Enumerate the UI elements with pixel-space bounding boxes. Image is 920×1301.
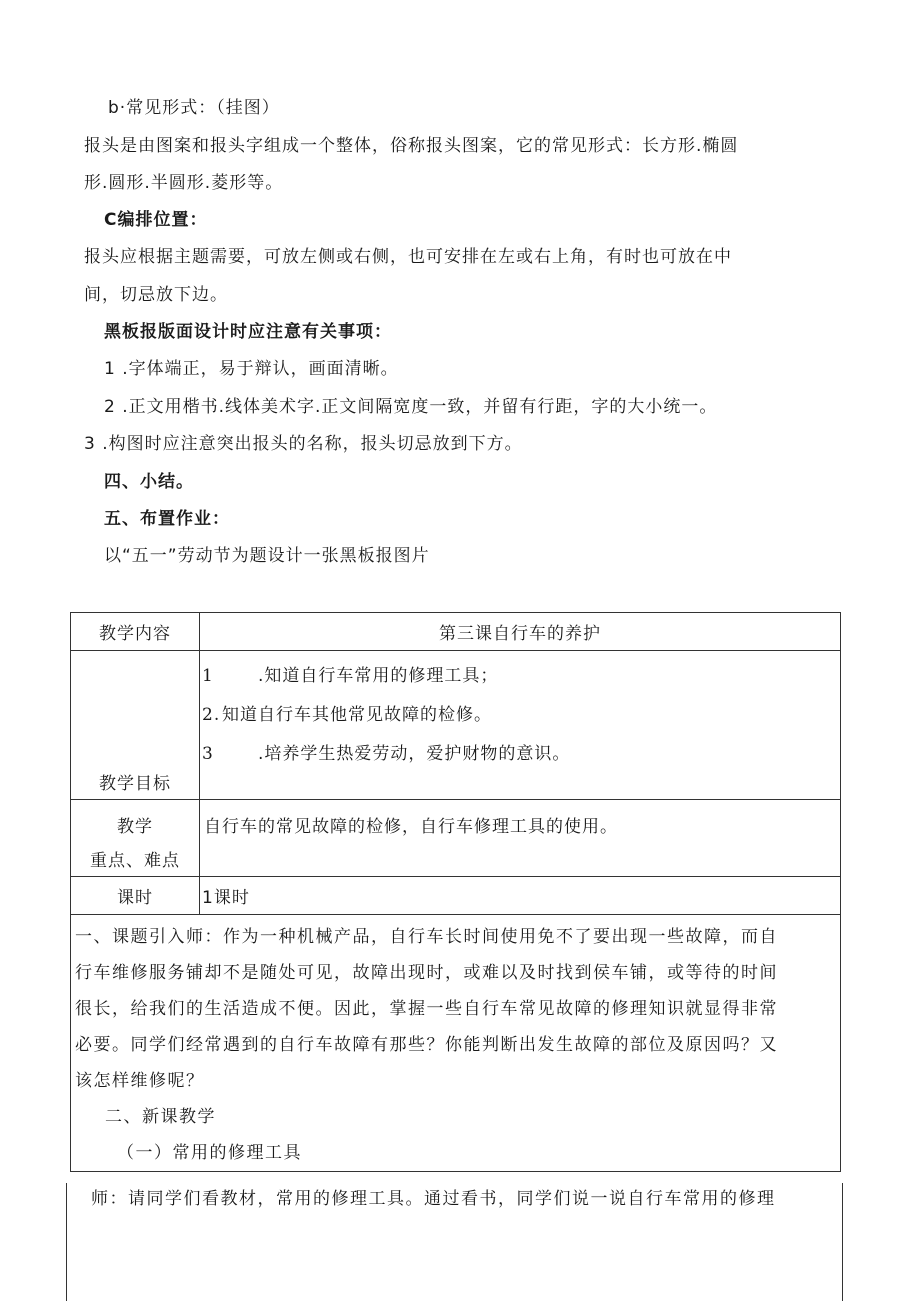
- note-1: 1 .字体端正，易于辩认，画面清晰。: [104, 359, 399, 379]
- teacher-row: [66, 1183, 843, 1301]
- goal-item: [202, 739, 570, 764]
- position-description-line-1: 报头应根据主题需要，可放左侧或右侧，也可安排在左或右上角，有时也可放在中: [84, 247, 732, 267]
- position-heading: C编排位置：: [104, 210, 208, 230]
- table-row-key-points: [71, 800, 841, 877]
- goal-number: 3: [202, 744, 214, 764]
- goal-text: .知道自行车常用的修理工具；: [258, 666, 499, 686]
- goal-number: 2.: [202, 705, 221, 725]
- content-value: 第三课自行车的养护: [200, 613, 841, 651]
- teacher-line: 师：请同学们看教材，常用的修理工具。通过看书，同学们说一说自行车常用的修理: [91, 1189, 776, 1209]
- key-label-cell: [71, 800, 200, 877]
- intro-paragraph-line: 该怎样维修呢？: [75, 1071, 205, 1091]
- intro-paragraph-line: 很长，给我们的生活造成不便。因此，掌握一些自行车常见故障的修理知识就显得非常: [75, 999, 778, 1019]
- note-2: 2 .正文用楷书.线体美术字.正文间隔宽度一致，并留有行距，字的大小统一。: [104, 397, 718, 417]
- tools-heading: （一）常用的修理工具: [117, 1143, 302, 1163]
- key-label-line-2: 重点、难点: [90, 851, 180, 871]
- new-lesson-heading: 二、新课教学: [105, 1107, 216, 1127]
- key-value-cell: [200, 800, 841, 877]
- banner-description-line-2: 形.圆形.半圆形.菱形等。: [84, 173, 284, 193]
- homework-text: 以“五一”劳动节为题设计一张黑板报图片: [104, 546, 430, 566]
- banner-description-line-1: 报头是由图案和报头字组成一个整体，俗称报头图案，它的常见形式：长方形.椭圆: [84, 136, 739, 156]
- intro-paragraph-line: 行车维修服务铺却不是随处可见，故障出现时，或难以及时找到侯车铺，或等待的时间: [75, 963, 778, 983]
- hours-value: 1课时: [200, 877, 841, 915]
- goals-label-cell: [71, 651, 200, 800]
- intro-cell: [71, 915, 841, 1172]
- content-label: 教学内容: [71, 613, 200, 651]
- form-heading: b·常见形式：（挂图）: [108, 98, 280, 118]
- goals-cell: [200, 651, 841, 800]
- table-row-hours: [71, 877, 841, 915]
- table-row-goals: [71, 651, 841, 800]
- key-value: 自行车的常见故障的检修，自行车修理工具的使用。: [204, 817, 618, 837]
- goal-item: [202, 700, 492, 725]
- position-description-line-2: 间，切忌放下边。: [84, 285, 228, 305]
- note-3: 3 .构图时应注意突出报头的名称，报头切忌放到下方。: [84, 434, 523, 454]
- table-row-intro: [71, 915, 841, 1172]
- key-label-line-1: 教学: [117, 817, 153, 837]
- goals-label: 教学目标: [99, 774, 171, 794]
- intro-paragraph-line: 必要。同学们经常遇到的自行车故障有那些？你能判断出发生故障的部位及原因吗？又: [75, 1035, 778, 1055]
- section-summary: 四、小结。: [104, 472, 194, 492]
- section-homework: 五、布置作业：: [104, 509, 230, 529]
- goal-item: [202, 661, 498, 686]
- lesson-plan-table: [70, 612, 841, 1172]
- goal-text: 知道自行车其他常见故障的检修。: [222, 705, 492, 725]
- hours-label: 课时: [71, 877, 200, 915]
- notes-heading: 黑板报版面设计时应注意有关事项：: [104, 322, 392, 342]
- intro-paragraph-line: 一、课题引入师：作为一种机械产品，自行车长时间使用免不了要出现一些故障，而自: [75, 927, 778, 947]
- table-row-content: [71, 613, 841, 651]
- goal-number: 1: [202, 666, 214, 686]
- goal-text: .培养学生热爱劳动，爱护财物的意识。: [258, 744, 571, 764]
